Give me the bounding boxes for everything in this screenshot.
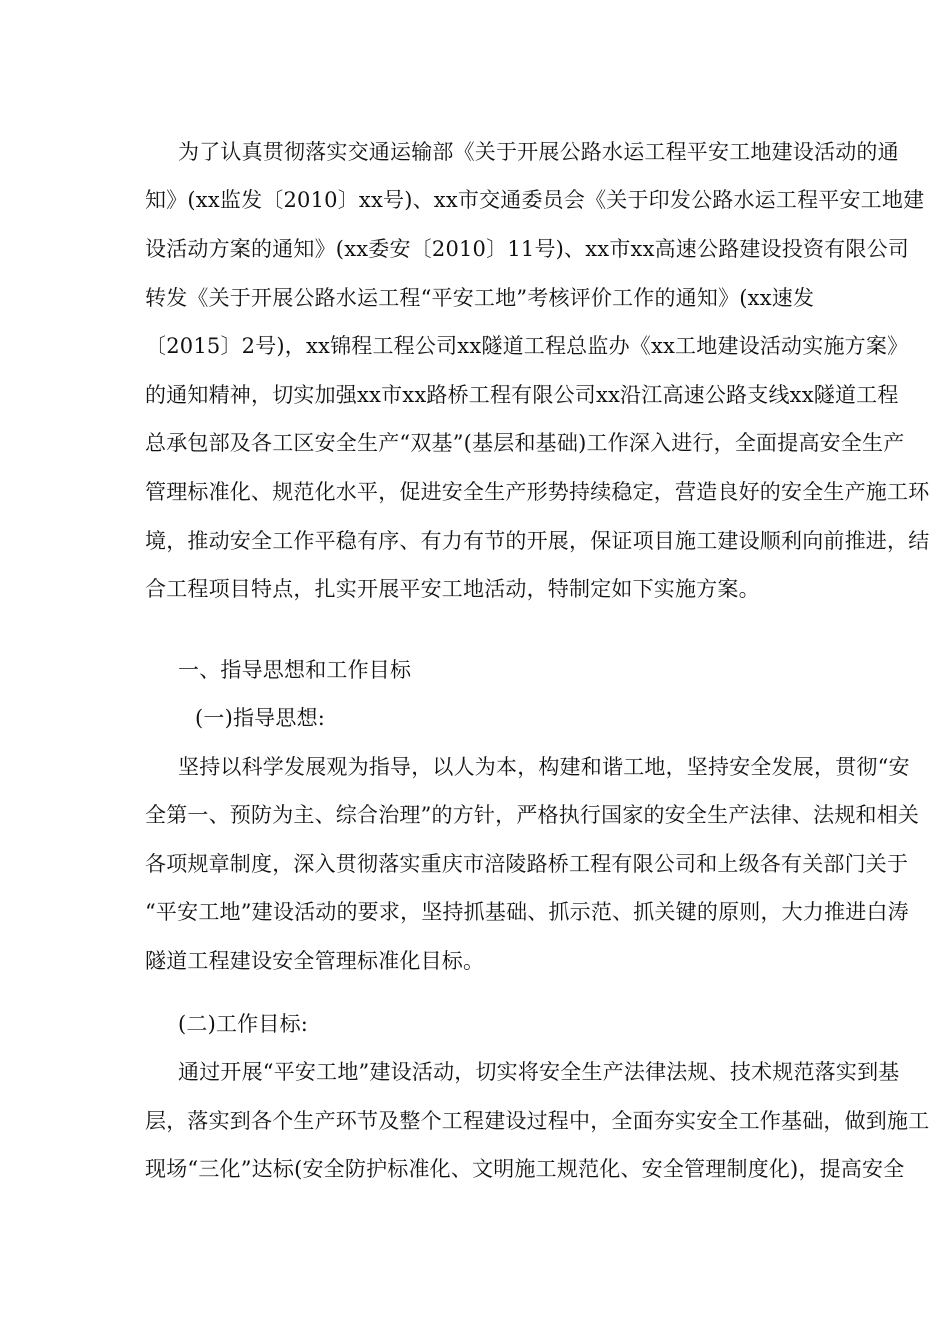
subsection-heading-2: (二)工作目标:: [178, 1012, 309, 1036]
sub1-line-4: “平安工地”建设活动的要求，坚持抓基础、抓示范、抓关键的原则，大力推进白涛: [145, 900, 909, 924]
intro-line-7: 总承包部及各工区安全生产“双基”(基层和基础)工作深入进行，全面提高安全生产: [145, 431, 905, 455]
subsection-heading-1: (一)指导思想:: [195, 706, 326, 730]
intro-line-4: 转发《关于开展公路水运工程“平安工地”考核评价工作的通知》(xx速发: [145, 286, 815, 310]
sub1-line-5: 隧道工程建设安全管理标准化目标。: [145, 949, 485, 973]
section-heading: 一、指导思想和工作目标: [178, 658, 412, 682]
intro-line-6: 的通知精神，切实加强xx市xx路桥工程有限公司xx沿江高速公路支线xx隧道工程: [145, 383, 899, 407]
intro-line-1: 为了认真贯彻落实交通运输部《关于开展公路水运工程平安工地建设活动的通: [178, 140, 899, 164]
intro-line-9: 境，推动安全工作平稳有序、有力有节的开展，保证项目施工建设顺利向前推进，结: [145, 529, 930, 553]
intro-line-10: 合工程项目特点，扎实开展平安工地活动，特制定如下实施方案。: [145, 577, 760, 601]
sub1-line-3: 各项规章制度，深入贯彻落实重庆市涪陵路桥工程有限公司和上级各有关部门关于: [145, 852, 909, 876]
intro-line-8: 管理标准化、规范化水平，促进安全生产形势持续稳定，营造良好的安全生产施工环: [145, 480, 930, 504]
intro-line-3: 设活动方案的通知》(xx委安〔2010〕11号)、xx市xx高速公路建设投资有限公司: [145, 237, 910, 261]
sub2-line-1: 通过开展“平安工地”建设活动，切实将安全生产法律法规、技术规范落实到基: [178, 1060, 900, 1084]
sub2-line-3: 现场“三化”达标(安全防护标准化、文明施工规范化、安全管理制度化)，提高安全: [145, 1157, 905, 1181]
intro-line-5: 〔2015〕2号)，xx锦程工程公司xx隧道工程总监办《xx工地建设活动实施方案》: [145, 334, 909, 358]
sub1-line-2: 全第一、预防为主、综合治理”的方针，严格执行国家的安全生产法律、法规和相关: [145, 803, 920, 827]
sub2-line-2: 层，落实到各个生产环节及整个工程建设过程中，全面夯实安全工作基础，做到施工: [145, 1109, 930, 1133]
intro-line-2: 知》(xx监发〔2010〕xx号)、xx市交通委员会《关于印发公路水运工程平安工地建: [145, 188, 925, 212]
sub1-line-1: 坚持以科学发展观为指导，以人为本，构建和谐工地，坚持安全发展，贯彻“安: [178, 755, 910, 779]
